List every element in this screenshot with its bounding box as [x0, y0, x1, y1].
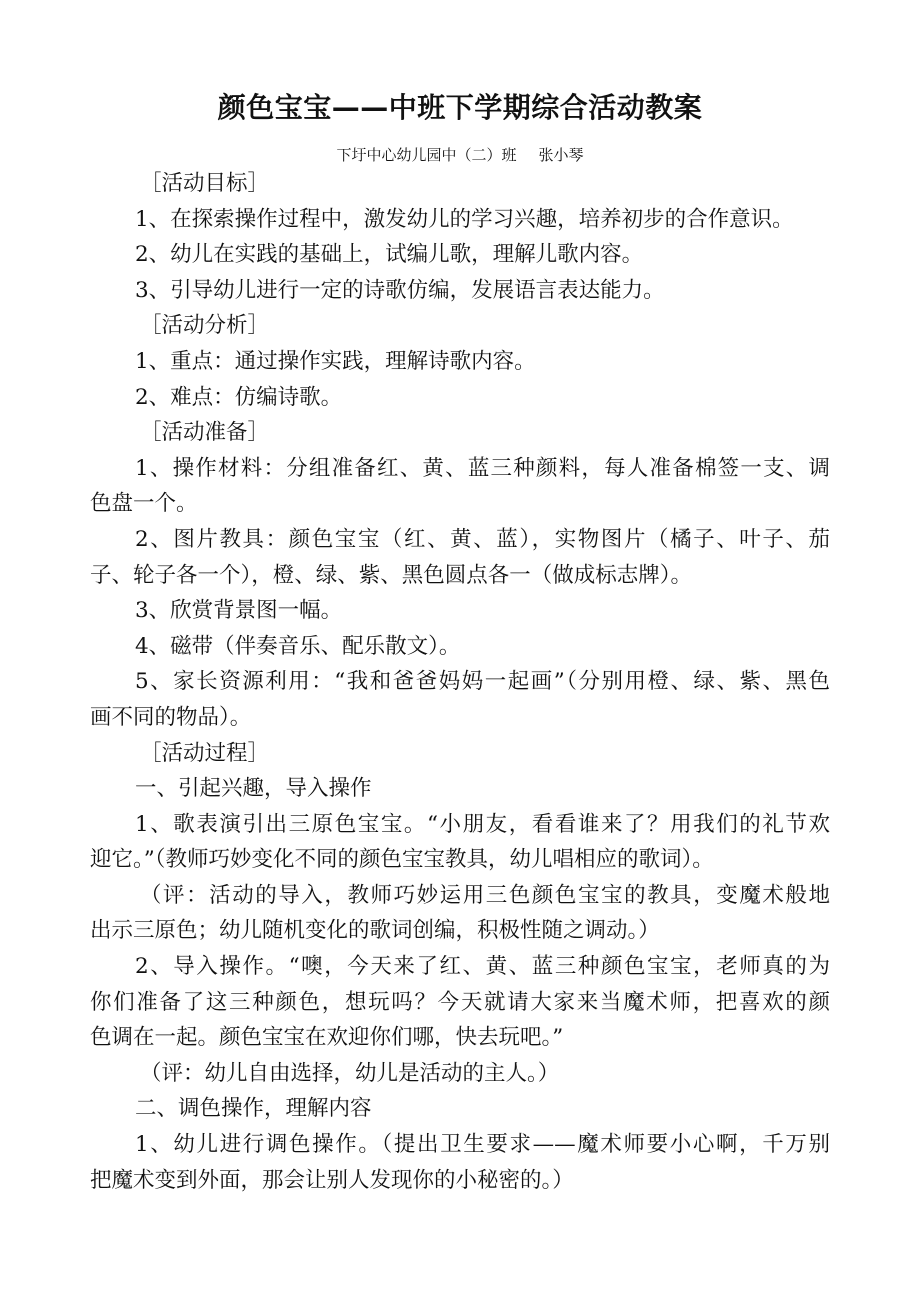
preparation-line: 子、轮子各一个），橙、绿、紫、黑色圆点各一（做成标志牌）。 — [90, 562, 693, 588]
section-heading-goals: ［活动目标］ — [140, 171, 270, 196]
process-subheading: 二、调色操作，理解内容 — [135, 1096, 372, 1122]
process-line: 1、歌表演引出三原色宝宝。“小朋友，看看谁来了？用我们的礼节欢 — [135, 811, 830, 837]
process-line: 2、导入操作。“噢，今天来了红、黄、蓝三种颜色宝宝，老师真的为 — [135, 954, 830, 980]
section-heading-analysis: ［活动分析］ — [140, 313, 270, 339]
process-line: 色调在一起。颜色宝宝在欢迎你们哪，快去玩吧。” — [90, 1025, 564, 1051]
section-heading-process: ［活动过程］ — [140, 740, 270, 766]
preparation-line: 画不同的物品）。 — [90, 704, 252, 730]
analysis-item: 2、难点：仿编诗歌。 — [135, 384, 343, 410]
comment-line: （评：活动的导入，教师巧妙运用三色颜色宝宝的教具，变魔术般地 — [140, 882, 830, 908]
process-subheading: 一、引起兴趣，导入操作 — [135, 776, 372, 802]
preparation-line: 2、图片教具：颜色宝宝（红、黄、蓝），实物图片（橘子、叶子、茄 — [135, 526, 830, 552]
process-line: 迎它。”（教师巧妙变化不同的颜色宝宝教具，幼儿唱相应的歌词）。 — [90, 847, 714, 873]
comment-line: 出示三原色；幼儿随机变化的歌词创编，积极性随之调动。） — [90, 918, 660, 944]
school-class: 下圩中心幼儿园中（二）班 — [336, 146, 517, 164]
preparation-line: 1、操作材料：分组准备红、黄、蓝三种颜料，每人准备棉签一支、调 — [135, 455, 830, 481]
goal-item: 3、引导幼儿进行一定的诗歌仿编，发展语言表达能力。 — [135, 277, 665, 303]
comment-line: （评：幼儿自由选择，幼儿是活动的主人。） — [140, 1060, 560, 1086]
preparation-line: 色盘一个。 — [90, 491, 198, 517]
process-line: 把魔术变到外面，那会让别人发现你的小秘密的。） — [90, 1167, 574, 1193]
preparation-line: 3、欣赏背景图一幅。 — [135, 598, 343, 624]
document-title: 颜色宝宝——中班下学期综合活动教案 — [217, 91, 703, 124]
preparation-line: 5、家长资源利用：“我和爸爸妈妈一起画”（分别用橙、绿、紫、黑色 — [135, 669, 830, 695]
author-name: 张小琴 — [538, 146, 584, 164]
preparation-line: 4、磁带（伴奏音乐、配乐散文）。 — [135, 633, 461, 659]
section-heading-preparation: ［活动准备］ — [140, 420, 270, 446]
goal-item: 1、在探索操作过程中，激发幼儿的学习兴趣，培养初步的合作意识。 — [135, 206, 794, 232]
process-line: 你们准备了这三种颜色，想玩吗？今天就请大家来当魔术师，把喜欢的颜 — [90, 989, 830, 1015]
analysis-item: 1、重点：通过操作实践，理解诗歌内容。 — [135, 348, 536, 374]
document-body — [90, 166, 830, 1198]
goal-item: 2、幼儿在实践的基础上，试编儿歌，理解儿歌内容。 — [135, 242, 644, 268]
process-line: 1、幼儿进行调色操作。（提出卫生要求——魔术师要小心啊，千万别 — [135, 1132, 830, 1158]
document-subtitle — [0, 144, 920, 165]
